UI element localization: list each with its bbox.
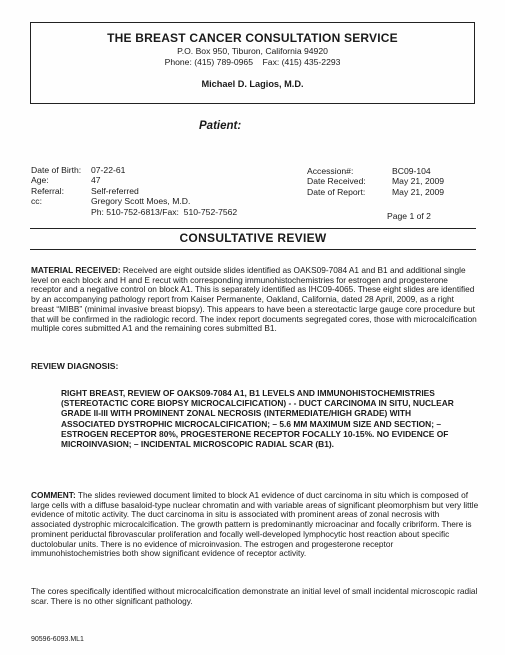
- comment-text: The slides reviewed document limited to block A1 evidence of duct carcinoma in situ which is composed of large cells with a diffuse basaloid-type nuclear chromatin and with variable areas of significant pleomorphism but very little evidence of mitotic activity. The duct carcinoma in situ is associated with prominent areas of zonal necrosis with associated dystrophic microcalcification. The growth pattern is predominantly microacinar and focally cribriform. There is prominent periductal fibrovascular proliferation and focally well-developed lymphocytic host reaction about specific ductolobular units. There is no evidence of microinvasion. The estrogen and progesterone receptor immunohistochemistries both show significant evidence of receptor activity.: [31, 490, 479, 559]
- review-title: CONSULTATIVE REVIEW: [179, 231, 327, 245]
- title-rule-bottom: [30, 249, 476, 250]
- dob-row: [31, 165, 237, 175]
- page-number: Page 1 of 2: [387, 211, 431, 221]
- accession-label: Accession#:: [307, 166, 354, 176]
- title-rule-top: [30, 228, 476, 229]
- letterhead-address: P.O. Box 950, Tiburon, California 94920: [177, 46, 328, 56]
- letterhead-title: THE BREAST CANCER CONSULTATION SERVICE: [107, 31, 398, 45]
- dob-value: 07-22-61: [91, 165, 126, 175]
- age-row: [31, 175, 237, 185]
- comment-heading: COMMENT:: [31, 490, 76, 500]
- report-date-value: May 21, 2009: [392, 186, 445, 197]
- age-value: 47: [91, 175, 101, 186]
- report-date-row: [307, 187, 444, 197]
- cc-phone-row: [31, 207, 237, 217]
- letterhead-phone-fax: Phone: (415) 789-0965 Fax: (415) 435-2293: [164, 57, 341, 67]
- patient-demographics: [31, 165, 237, 217]
- report-date-label: Date of Report:: [307, 186, 366, 197]
- dob-label: Date of Birth:: [31, 165, 82, 175]
- material-received-text: Received are eight outside slides identified as OAKS09-7084 A1 and B1 and additional single level on each block and H and E recut with corresponding immunohistochemistries for estrogen and progesterone receptor and a negative control on block A1. This is separately identified as IHC09-4065. These eight slides are identified by an accompanying pathology report from Kaiser Permanente, Oakland, California, dated 28 April, 2009, as a right breast “MIBB” (minimal invasive breast biopsy). This appears to have been a stereotactic large gauge core procedure but that will be confirmed in the radiologic record. The index report documents segregated cores, those with microcalcification multiple cores submitted A1 and the remaining cores submitted B1.: [31, 265, 477, 334]
- comment-paragraph: [31, 491, 479, 559]
- accession-block: [307, 166, 444, 197]
- final-paragraph: The cores specifically identified without microcalcification demonstrate an initial level of small incidental microscopic radial scar. There is no other significant pathology.: [31, 586, 478, 606]
- accession-row: [307, 166, 444, 176]
- received-row: [307, 176, 444, 186]
- review-diagnosis-text: RIGHT BREAST, REVIEW OF OAKS09-7084 A1, B1 LEVELS AND IMMUNOHISTOCHEMISTRIES (STEREOTACTIC CORE BIOPSY MICROCALCIFICATION) - - DUCT CARCINOMA IN SITU, NUCLEAR GRADE II-III WITH PROMINENT ZONAL NECROSIS (INTERMEDIATE/HIGH GRADE) WITH ASSOCIATED DYSTROPHIC MICROCALCIFICATION; – 5.6 MM MAXIMUM SIZE AND SECTION; – ESTROGEN RECEPTOR 80%, PROGESTERONE RECEPTOR FOCALLY 10-15%. NO EVIDENCE OF MICROINVASION; – INCIDENTAL MICROSCOPIC RADIAL SCAR (B1).: [61, 388, 454, 450]
- letterhead-box: [30, 22, 475, 104]
- received-value: May 21, 2009: [392, 176, 445, 187]
- referral-label: Referral:: [31, 185, 64, 196]
- review-diagnosis-heading: REVIEW DIAGNOSIS:: [31, 361, 119, 371]
- cc-name: Gregory Scott Moes, M.D.: [91, 196, 191, 207]
- cc-row: [31, 196, 237, 206]
- material-received-heading: MATERIAL RECEIVED:: [31, 265, 121, 275]
- cc-label: cc:: [31, 196, 42, 207]
- age-label: Age:: [31, 175, 49, 186]
- referral-row: [31, 186, 237, 196]
- cc-phone: Ph: 510-752-6813/Fax: 510-752-7562: [91, 206, 238, 217]
- received-label: Date Received:: [307, 176, 366, 187]
- footer-code: 90596-6093.ML1: [31, 636, 84, 643]
- referral-value: Self-referred: [91, 185, 139, 196]
- letterhead-doctor: Michael D. Lagios, M.D.: [201, 79, 304, 89]
- patient-label: Patient:: [199, 120, 242, 132]
- accession-value: BC09-104: [392, 166, 431, 176]
- material-received-paragraph: [31, 266, 479, 334]
